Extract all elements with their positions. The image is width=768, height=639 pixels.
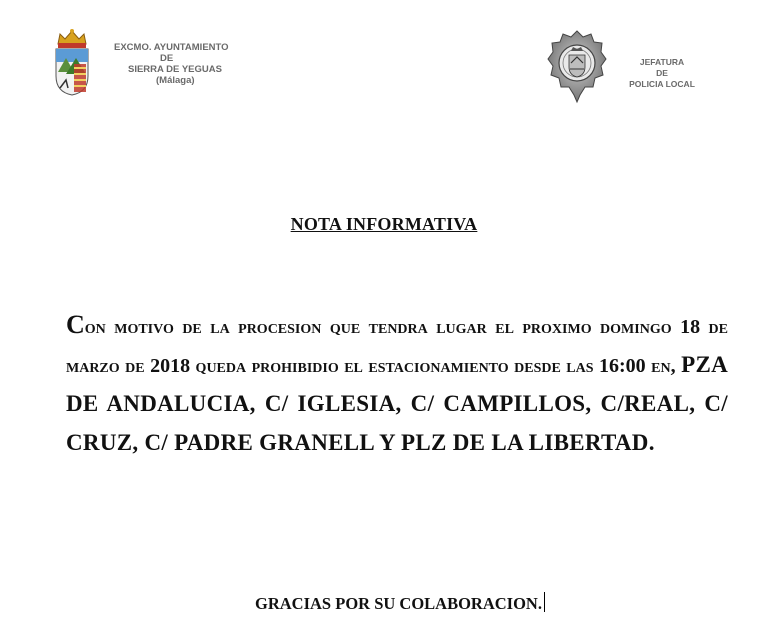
town-hall-line: EXCMO. AYUNTAMIENTO [114,42,229,53]
police-department-name [622,57,702,90]
town-hall-line: (Málaga) [156,75,195,86]
police-line: JEFATURA [639,57,685,67]
town-hall-line: SIERRA DE YEGUAS [128,64,222,75]
town-coat-of-arms-icon [52,28,92,96]
police-line: POLICIA LOCAL [629,79,695,89]
text-cursor [544,592,545,612]
town-hall-line: DE [160,53,174,64]
notice-body [66,306,728,463]
police-badge-icon [547,29,607,104]
thanks-text: GRACIAS POR SU COLABORACION. [255,594,542,613]
town-hall-name [108,42,243,86]
police-line: DE [656,68,668,78]
notice-drop-letter: C [66,310,85,339]
notice-street-list: PZA DE ANDALUCIA, C/ IGLESIA, C/ CAMPILLOS, C/REAL, C/ CRUZ, C/ PADRE GRANELL Y PLZ DE LA LIBERTAD. [66,352,729,455]
thanks-line [0,592,768,614]
notice-body-intro: on motivo de la procesion que tendra lugar el proximo domingo 18 de marzo de 2018 queda prohibidio el estacionamiento desde las 16:00 en, [66,316,728,377]
notice-title: NOTA INFORMATIVA [290,214,478,234]
